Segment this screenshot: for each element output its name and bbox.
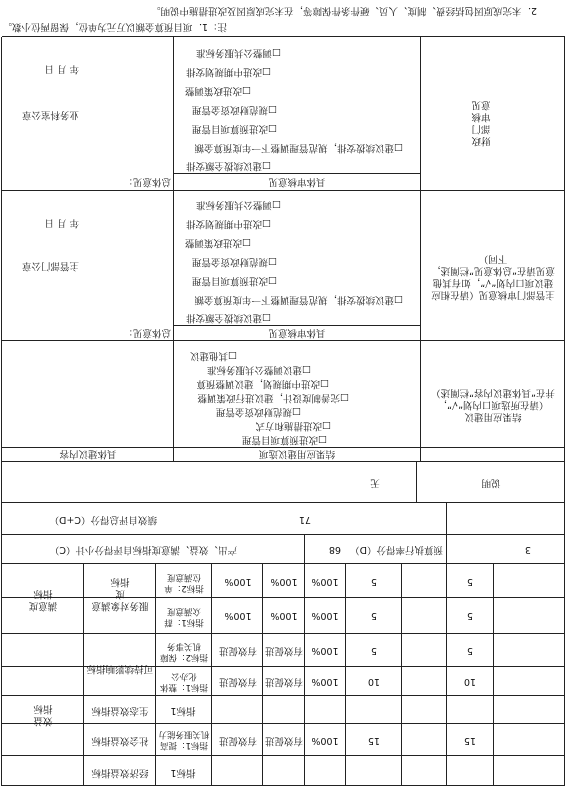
- option[interactable]: □建议续拨安排，规范管理调整下一年度预算金额: [194, 142, 403, 153]
- rule: [211, 564, 212, 786]
- rule: [83, 564, 84, 786]
- option[interactable]: □建议续拨安排，规范管理调整下一年度预算金额: [194, 294, 403, 305]
- row-actual: 100%: [270, 610, 298, 621]
- rule: [446, 503, 447, 786]
- row-score: 10: [463, 676, 477, 687]
- subtotal-value: 68: [328, 544, 342, 555]
- rule: [173, 341, 174, 462]
- option[interactable]: □调整公共服务标准: [196, 199, 281, 210]
- option[interactable]: □调整公共服务标准: [196, 47, 281, 58]
- rule: [262, 564, 263, 786]
- option[interactable]: □改进政策调整: [185, 85, 251, 96]
- rule: [401, 564, 402, 786]
- rule: [2, 723, 565, 724]
- option[interactable]: □建议续拨全额安排: [186, 312, 271, 323]
- rule: [345, 564, 346, 786]
- rule: [2, 190, 565, 191]
- rule: [173, 37, 174, 191]
- option[interactable]: □改进预算项目管理: [242, 434, 327, 445]
- budget-label: 预算执行率得分（D）: [350, 544, 443, 555]
- satisfaction-label: 满意度 指标: [28, 588, 58, 611]
- option[interactable]: □改进预算项目管理: [192, 275, 277, 286]
- rule: [2, 755, 565, 756]
- row-item: 指标1：群 众满意度: [164, 606, 204, 627]
- rule: [564, 191, 565, 341]
- rule: [2, 340, 565, 341]
- option[interactable]: □其他建议: [190, 350, 237, 361]
- row-target: 有效促进: [219, 645, 258, 656]
- rule: [304, 535, 305, 786]
- row-item: 指标2：保障 机关事务: [160, 641, 208, 662]
- rule: [2, 534, 565, 535]
- date: 年 月 日: [44, 63, 79, 74]
- overall-label: 总体意见：: [123, 327, 171, 338]
- row-actual: 有效促进: [264, 645, 303, 656]
- benefit-label: 效益 指标: [33, 703, 53, 726]
- rule: [2, 563, 565, 564]
- row-rate: 100%: [311, 676, 339, 687]
- row-item: 指标1: [170, 767, 196, 778]
- row-score: 15: [463, 735, 477, 746]
- row-actual: 有效促进: [264, 735, 303, 746]
- indicator-ecological: 生态效益指标: [91, 705, 149, 716]
- row-item: 指标1: [170, 705, 196, 716]
- row-item: 指标1：整体 化办公: [160, 671, 208, 692]
- notes-value: 无: [370, 477, 380, 488]
- option[interactable]: □规范财政资金管理: [192, 256, 277, 267]
- row-rate: 100%: [311, 645, 339, 656]
- footnote-2: 2．未完成原因包括经费、制度、人员、硬件条件保障等，在未完成原因及改进措施中说明。: [150, 5, 537, 16]
- satisfaction-sub: 服务对象满意度 指标: [91, 576, 149, 611]
- finance-label: 财政 部门 审核 意见: [471, 99, 491, 146]
- indicator-social: 社会效益指标: [91, 735, 149, 746]
- row-actual: 有效促进: [264, 676, 303, 687]
- row-target: 100%: [224, 610, 252, 621]
- rule: [493, 564, 494, 786]
- option[interactable]: □规范财政资金管理: [216, 406, 301, 417]
- rule: [1, 341, 2, 462]
- row-item: 指标1：提高 机关服务能力: [158, 729, 210, 750]
- rule: [564, 341, 565, 462]
- rule: [1, 503, 2, 786]
- row-weight: 5: [370, 610, 378, 621]
- rule: [564, 37, 565, 191]
- rule: [1, 37, 2, 191]
- option[interactable]: □完善制度设计，建议进行政策调整: [197, 392, 349, 403]
- row-weight: 10: [367, 676, 381, 687]
- notes-label: 说明: [481, 477, 501, 488]
- row-target: 有效促进: [219, 676, 258, 687]
- rule: [1, 191, 2, 341]
- option[interactable]: □改进中期规划，建议调整预算: [196, 378, 329, 389]
- option[interactable]: □改进中期规划安排: [186, 218, 271, 229]
- option[interactable]: □建议续拨全额安排: [186, 160, 271, 171]
- option[interactable]: □改进措施和方式: [255, 420, 331, 431]
- col-suggestions: 结果应用建议选项: [259, 448, 336, 459]
- application-label: 结果应用建议 （请在所选项口内划“√”， 并在“具体建议内容”栏阐述）: [431, 387, 555, 422]
- row-score: 5: [466, 576, 474, 587]
- col-detail: 具体审核意见: [268, 176, 326, 187]
- rule: [420, 341, 421, 462]
- row-actual: 100%: [270, 576, 298, 587]
- date: 年 月 日: [44, 217, 79, 228]
- stamp: 业务科室公章: [21, 109, 79, 120]
- col-content: 具体建议内容: [59, 448, 117, 459]
- row-target: 有效促进: [219, 735, 258, 746]
- option[interactable]: □改进政策调整: [185, 237, 251, 248]
- budget-value: 3: [524, 544, 532, 555]
- row-rate: 100%: [311, 576, 339, 587]
- row-score: 5: [466, 645, 474, 656]
- overall-label: 总体意见：: [123, 176, 171, 187]
- total-label: 绩效自评总得分（C+D）: [49, 514, 157, 525]
- rule: [564, 503, 565, 786]
- dept-label: 主管部门审核意见（请在相应 建议项口内划“√”，如有其他 意见请在“总体意见”栏阐述， 下同）: [431, 253, 555, 300]
- rule: [174, 173, 421, 174]
- total-value: 71: [298, 514, 312, 525]
- row-rate: 100%: [311, 735, 339, 746]
- rule: [173, 191, 174, 341]
- row-weight: 15: [367, 735, 381, 746]
- rule: [420, 191, 421, 341]
- option[interactable]: □建议调整公共服务标准: [207, 364, 311, 375]
- row-weight: 5: [370, 645, 378, 656]
- row-item: 指标2：单 位满意度: [164, 572, 204, 593]
- rule: [2, 502, 565, 503]
- stamp: 主管部门公章: [21, 260, 79, 271]
- option[interactable]: □改进预算项目管理: [192, 123, 277, 134]
- row-rate: 100%: [311, 610, 339, 621]
- indicator-sustainable: 可持续影响指标: [86, 663, 153, 674]
- rule: [2, 36, 565, 37]
- indicator-economic: 经济效益指标: [91, 767, 149, 778]
- rule: [2, 461, 565, 462]
- row-target: 100%: [224, 576, 252, 587]
- col-detail: 具体审核意见: [268, 327, 326, 338]
- row-weight: 5: [370, 576, 378, 587]
- footnote-1: 注：1．项目预算金额以万元为单位，保留两位小数。: [2, 21, 227, 32]
- option[interactable]: □改进中期规划安排: [186, 66, 271, 77]
- rule: [2, 695, 565, 696]
- row-score: 5: [466, 610, 474, 621]
- subtotal-label: 产出、效益、满意度指标自评得分小计（C）: [49, 544, 237, 555]
- rule: [1, 462, 2, 503]
- rule: [420, 37, 421, 191]
- rule: [155, 564, 156, 786]
- rule: [2, 633, 565, 634]
- option[interactable]: □规范财政资金管理: [192, 104, 277, 115]
